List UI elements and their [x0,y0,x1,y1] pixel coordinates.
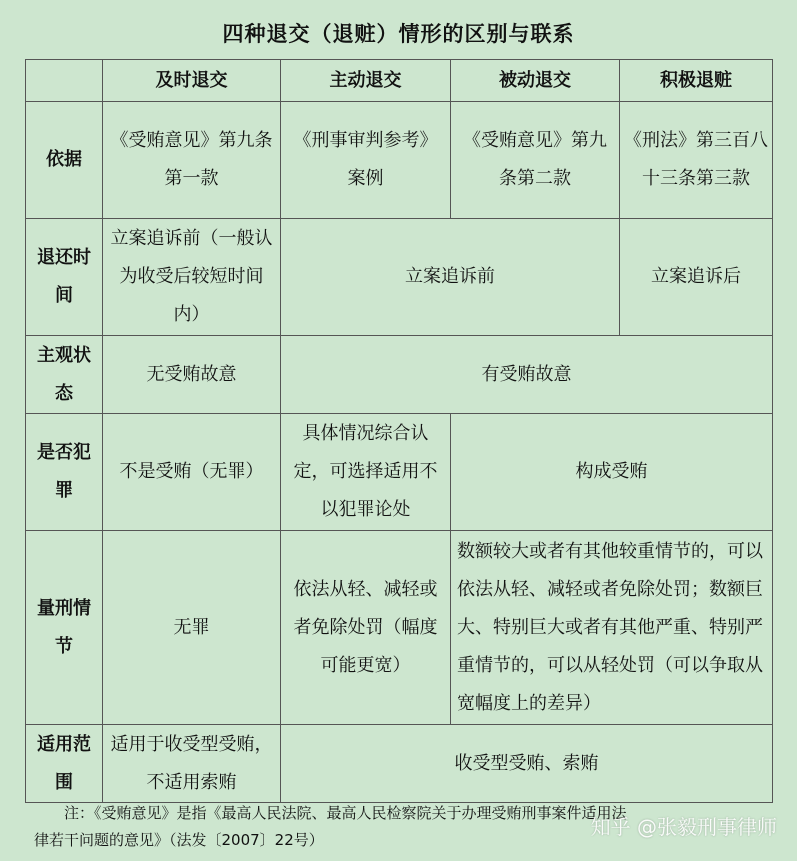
row-header-state: 主观状态 [26,336,103,414]
basis-timely-cell: 《受贿意见》第九条第一款 [103,102,281,219]
row-header-sentencing: 量刑情节 [26,531,103,725]
time-voluntary-passive-cell: 立案追诉前 [281,219,620,336]
table-row-basis [26,102,773,219]
row-header-crime: 是否犯罪 [26,414,103,531]
crime-timely-cell: 不是受贿（无罪） [103,414,281,531]
table-row-time [26,219,773,336]
table-row-sentencing [26,531,773,725]
column-header-active-restitution: 积极退赃 [620,60,773,102]
footnote-line-2: 律若干问题的意见》（法发〔2007〕22号） [34,831,324,849]
time-timely-cell: 立案追诉前（一般认为收受后较短时间内） [103,219,281,336]
sentencing-passive-active-cell: 数额较大或者有其他较重情节的，可以依法从轻、减轻或者免除处罚；数额巨大、特别巨大或者有其他严重、特别严重情节的，可以从轻处罚（可以争取从宽幅度上的差异） [451,531,773,725]
scope-other-cell: 收受型受贿、索贿 [281,725,773,803]
column-header-passive-return: 被动退交 [451,60,620,102]
comparison-table [25,59,773,803]
watermark: 知乎 @张毅刑事律师 [590,815,777,839]
footnote-line-1: 注：《受贿意见》是指《最高人民法院、最高人民检察院关于办理受贿刑事案件适用法 [64,804,627,822]
scope-timely-cell: 适用于收受型受贿，不适用索贿 [103,725,281,803]
corner-cell [26,60,103,102]
column-header-voluntary-return: 主动退交 [281,60,451,102]
table-row-crime [26,414,773,531]
state-timely-cell: 无受贿故意 [103,336,281,414]
row-header-scope: 适用范围 [26,725,103,803]
state-other-cell: 有受贿故意 [281,336,773,414]
table-header-row [26,60,773,102]
basis-voluntary-cell: 《刑事审判参考》案例 [281,102,451,219]
document-title: 四种退交（退赃）情形的区别与联系 [222,22,575,46]
time-active-cell: 立案追诉后 [620,219,773,336]
row-header-time: 退还时间 [26,219,103,336]
table-row-state [26,336,773,414]
row-header-basis: 依据 [26,102,103,219]
crime-voluntary-cell: 具体情况综合认定，可选择适用不以犯罪论处 [281,414,451,531]
basis-active-cell: 《刑法》第三百八十三条第三款 [620,102,773,219]
sentencing-timely-cell: 无罪 [103,531,281,725]
sentencing-voluntary-cell: 依法从轻、减轻或者免除处罚（幅度可能更宽） [281,531,451,725]
crime-passive-active-cell: 构成受贿 [451,414,773,531]
column-header-timely-return: 及时退交 [103,60,281,102]
basis-passive-cell: 《受贿意见》第九条第二款 [451,102,620,219]
table-row-scope [26,725,773,803]
